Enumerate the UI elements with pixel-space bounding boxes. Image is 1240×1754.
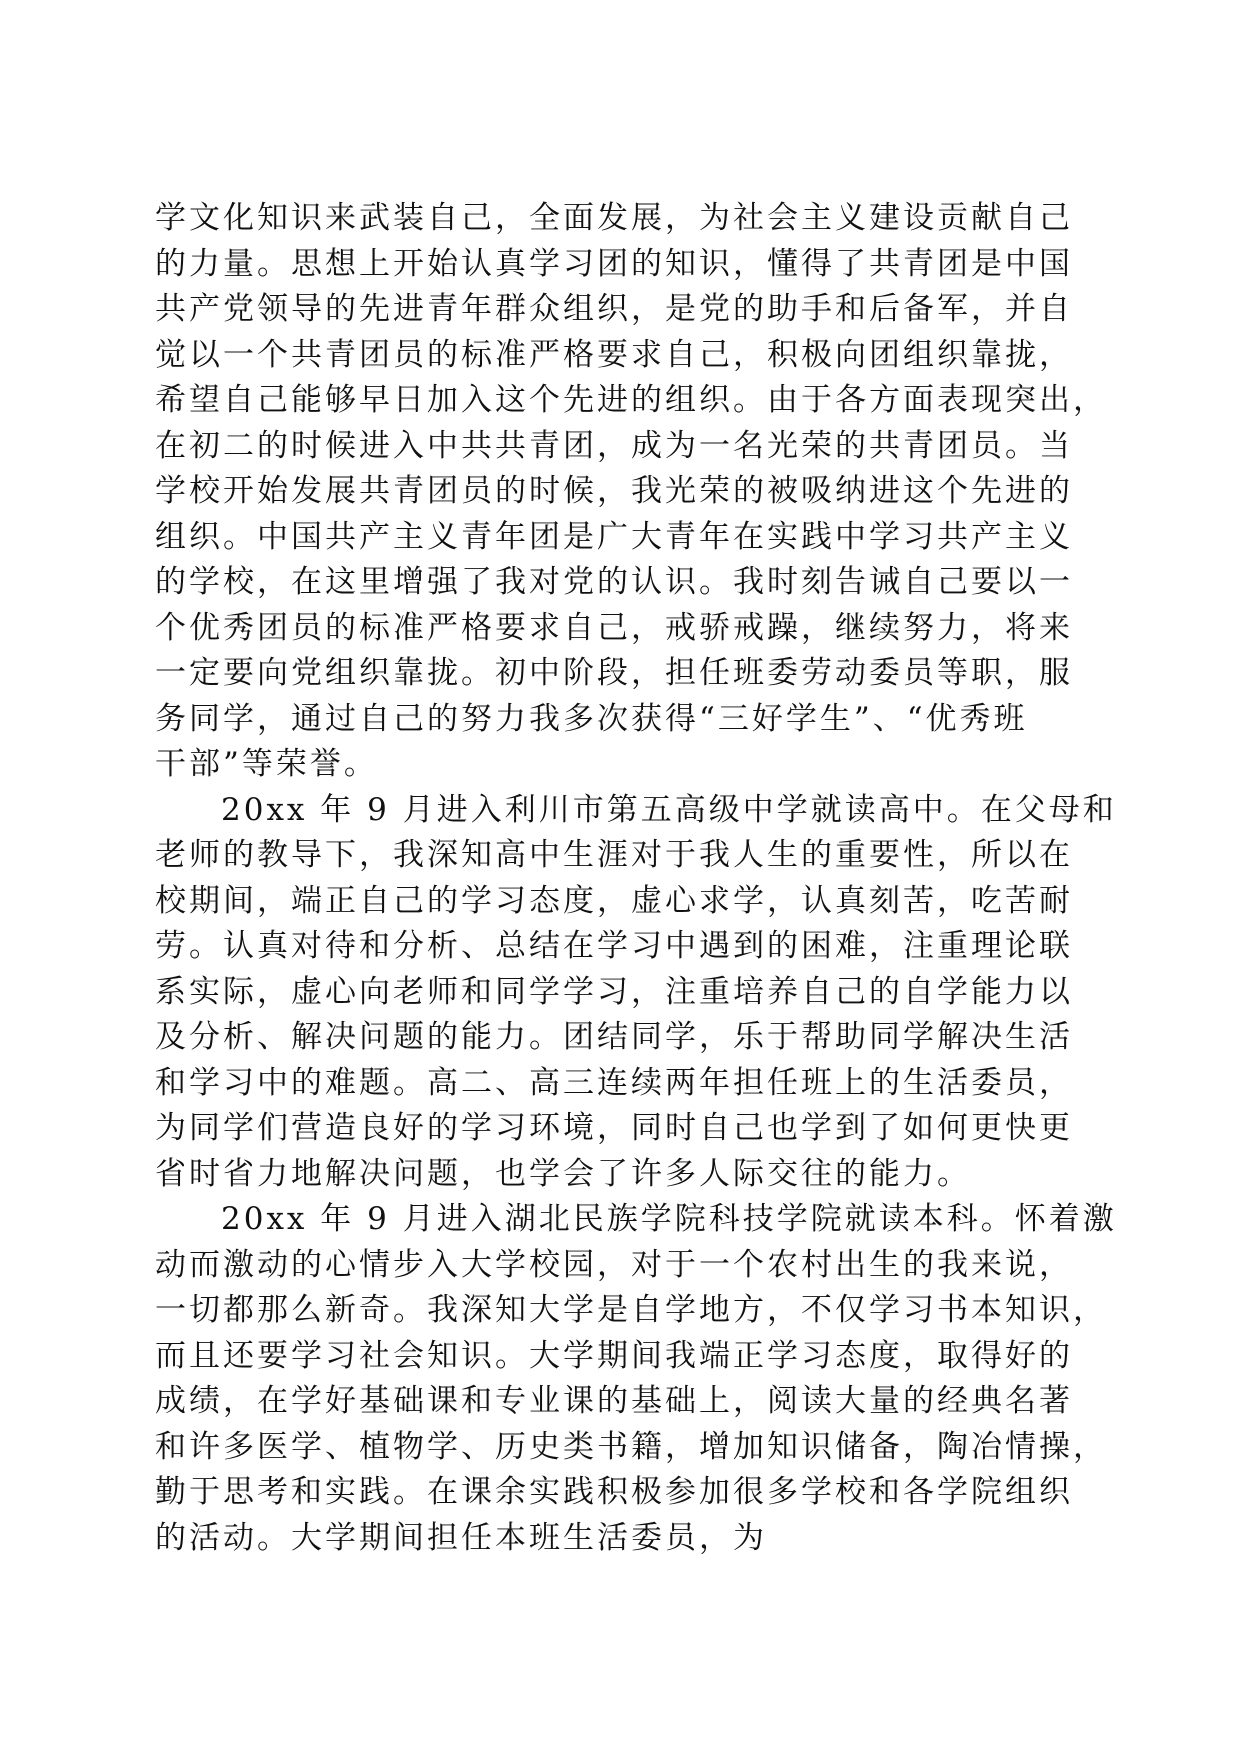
text-line: 劳。认真对待和分析、总结在学习中遇到的困难，注重理论联	[155, 928, 1073, 964]
text-line: 为同学们营造良好的学习环境，同时自己也学到了如何更快更	[155, 1110, 1073, 1146]
text-line: 一切都那么新奇。我深知大学是自学地方，不仅学习书本知识，	[155, 1292, 1107, 1328]
text-line: 的力量。思想上开始认真学习团的知识，懂得了共青团是中国	[155, 245, 1073, 282]
paragraph-1	[155, 196, 1107, 788]
text-line: 及分析、解决问题的能力。团结同学，乐于帮助同学解决生活	[155, 1019, 1073, 1055]
text-line: 觉以一个共青团员的标准严格要求自己，积极向团组织靠拢，	[155, 336, 1073, 373]
text-line: 个优秀团员的标准严格要求自己，戒骄戒躁，继续努力，将来	[155, 609, 1073, 646]
text-line: 系实际，虚心向老师和同学学习，注重培养自己的自学能力以	[155, 973, 1073, 1010]
text-line: 的学校，在这里增强了我对党的认识。我时刻告诫自己要以一	[155, 564, 1073, 600]
text-line: 和许多医学、植物学、历史类书籍，增加知识储备，陶冶情操，	[155, 1428, 1107, 1465]
text-line: 组织。中国共产主义青年团是广大青年在实践中学习共产主义	[155, 518, 1073, 555]
text-line: 学文化知识来武装自己，全面发展，为社会主义建设贡献自己	[155, 200, 1073, 236]
text-line: 和学习中的难题。高二、高三连续两年担任班上的生活委员，	[155, 1064, 1073, 1101]
body-text	[155, 196, 1117, 1561]
text-line: 省时省力地解决问题，也学会了许多人际交往的能力。	[155, 1155, 971, 1192]
text-line: 20xx 年 9 月进入利川市第五高级中学就读高中。在父母和	[221, 791, 1117, 828]
text-line: 学校开始发展共青团员的时候，我光荣的被吸纳进这个先进的	[155, 473, 1073, 509]
text-line: 共产党领导的先进青年群众组织，是党的助手和后备军，并自	[155, 291, 1073, 327]
text-line: 而且还要学习社会知识。大学期间我端正学习态度，取得好的	[155, 1337, 1073, 1374]
text-line: 勤于思考和实践。在课余实践积极参加很多学校和各学院组织	[155, 1474, 1073, 1510]
text-line: 成绩，在学好基础课和专业课的基础上，阅读大量的经典名著	[155, 1383, 1073, 1419]
paragraph-3	[155, 1197, 1117, 1561]
text-line: 务同学，通过自己的努力我多次获得“三好学生”、“优秀班	[155, 700, 1028, 737]
text-line: 希望自己能够早日加入这个先进的组织。由于各方面表现突出，	[155, 382, 1107, 418]
paragraph-2	[155, 788, 1117, 1198]
text-line: 动而激动的心情步入大学校园，对于一个农村出生的我来说，	[155, 1246, 1073, 1283]
text-line: 的活动。大学期间担任本班生活委员，为	[155, 1519, 767, 1556]
text-line: 在初二的时候进入中共共青团，成为一名光荣的共青团员。当	[155, 427, 1073, 464]
text-line: 20xx 年 9 月进入湖北民族学院科技学院就读本科。怀着激	[221, 1201, 1117, 1237]
text-line: 校期间，端正自己的学习态度，虚心求学，认真刻苦，吃苦耐	[155, 882, 1073, 919]
text-line: 干部”等荣誉。	[155, 746, 378, 782]
text-line: 一定要向党组织靠拢。初中阶段，担任班委劳动委员等职，服	[155, 655, 1073, 691]
text-line: 老师的教导下，我深知高中生涯对于我人生的重要性，所以在	[155, 837, 1073, 873]
